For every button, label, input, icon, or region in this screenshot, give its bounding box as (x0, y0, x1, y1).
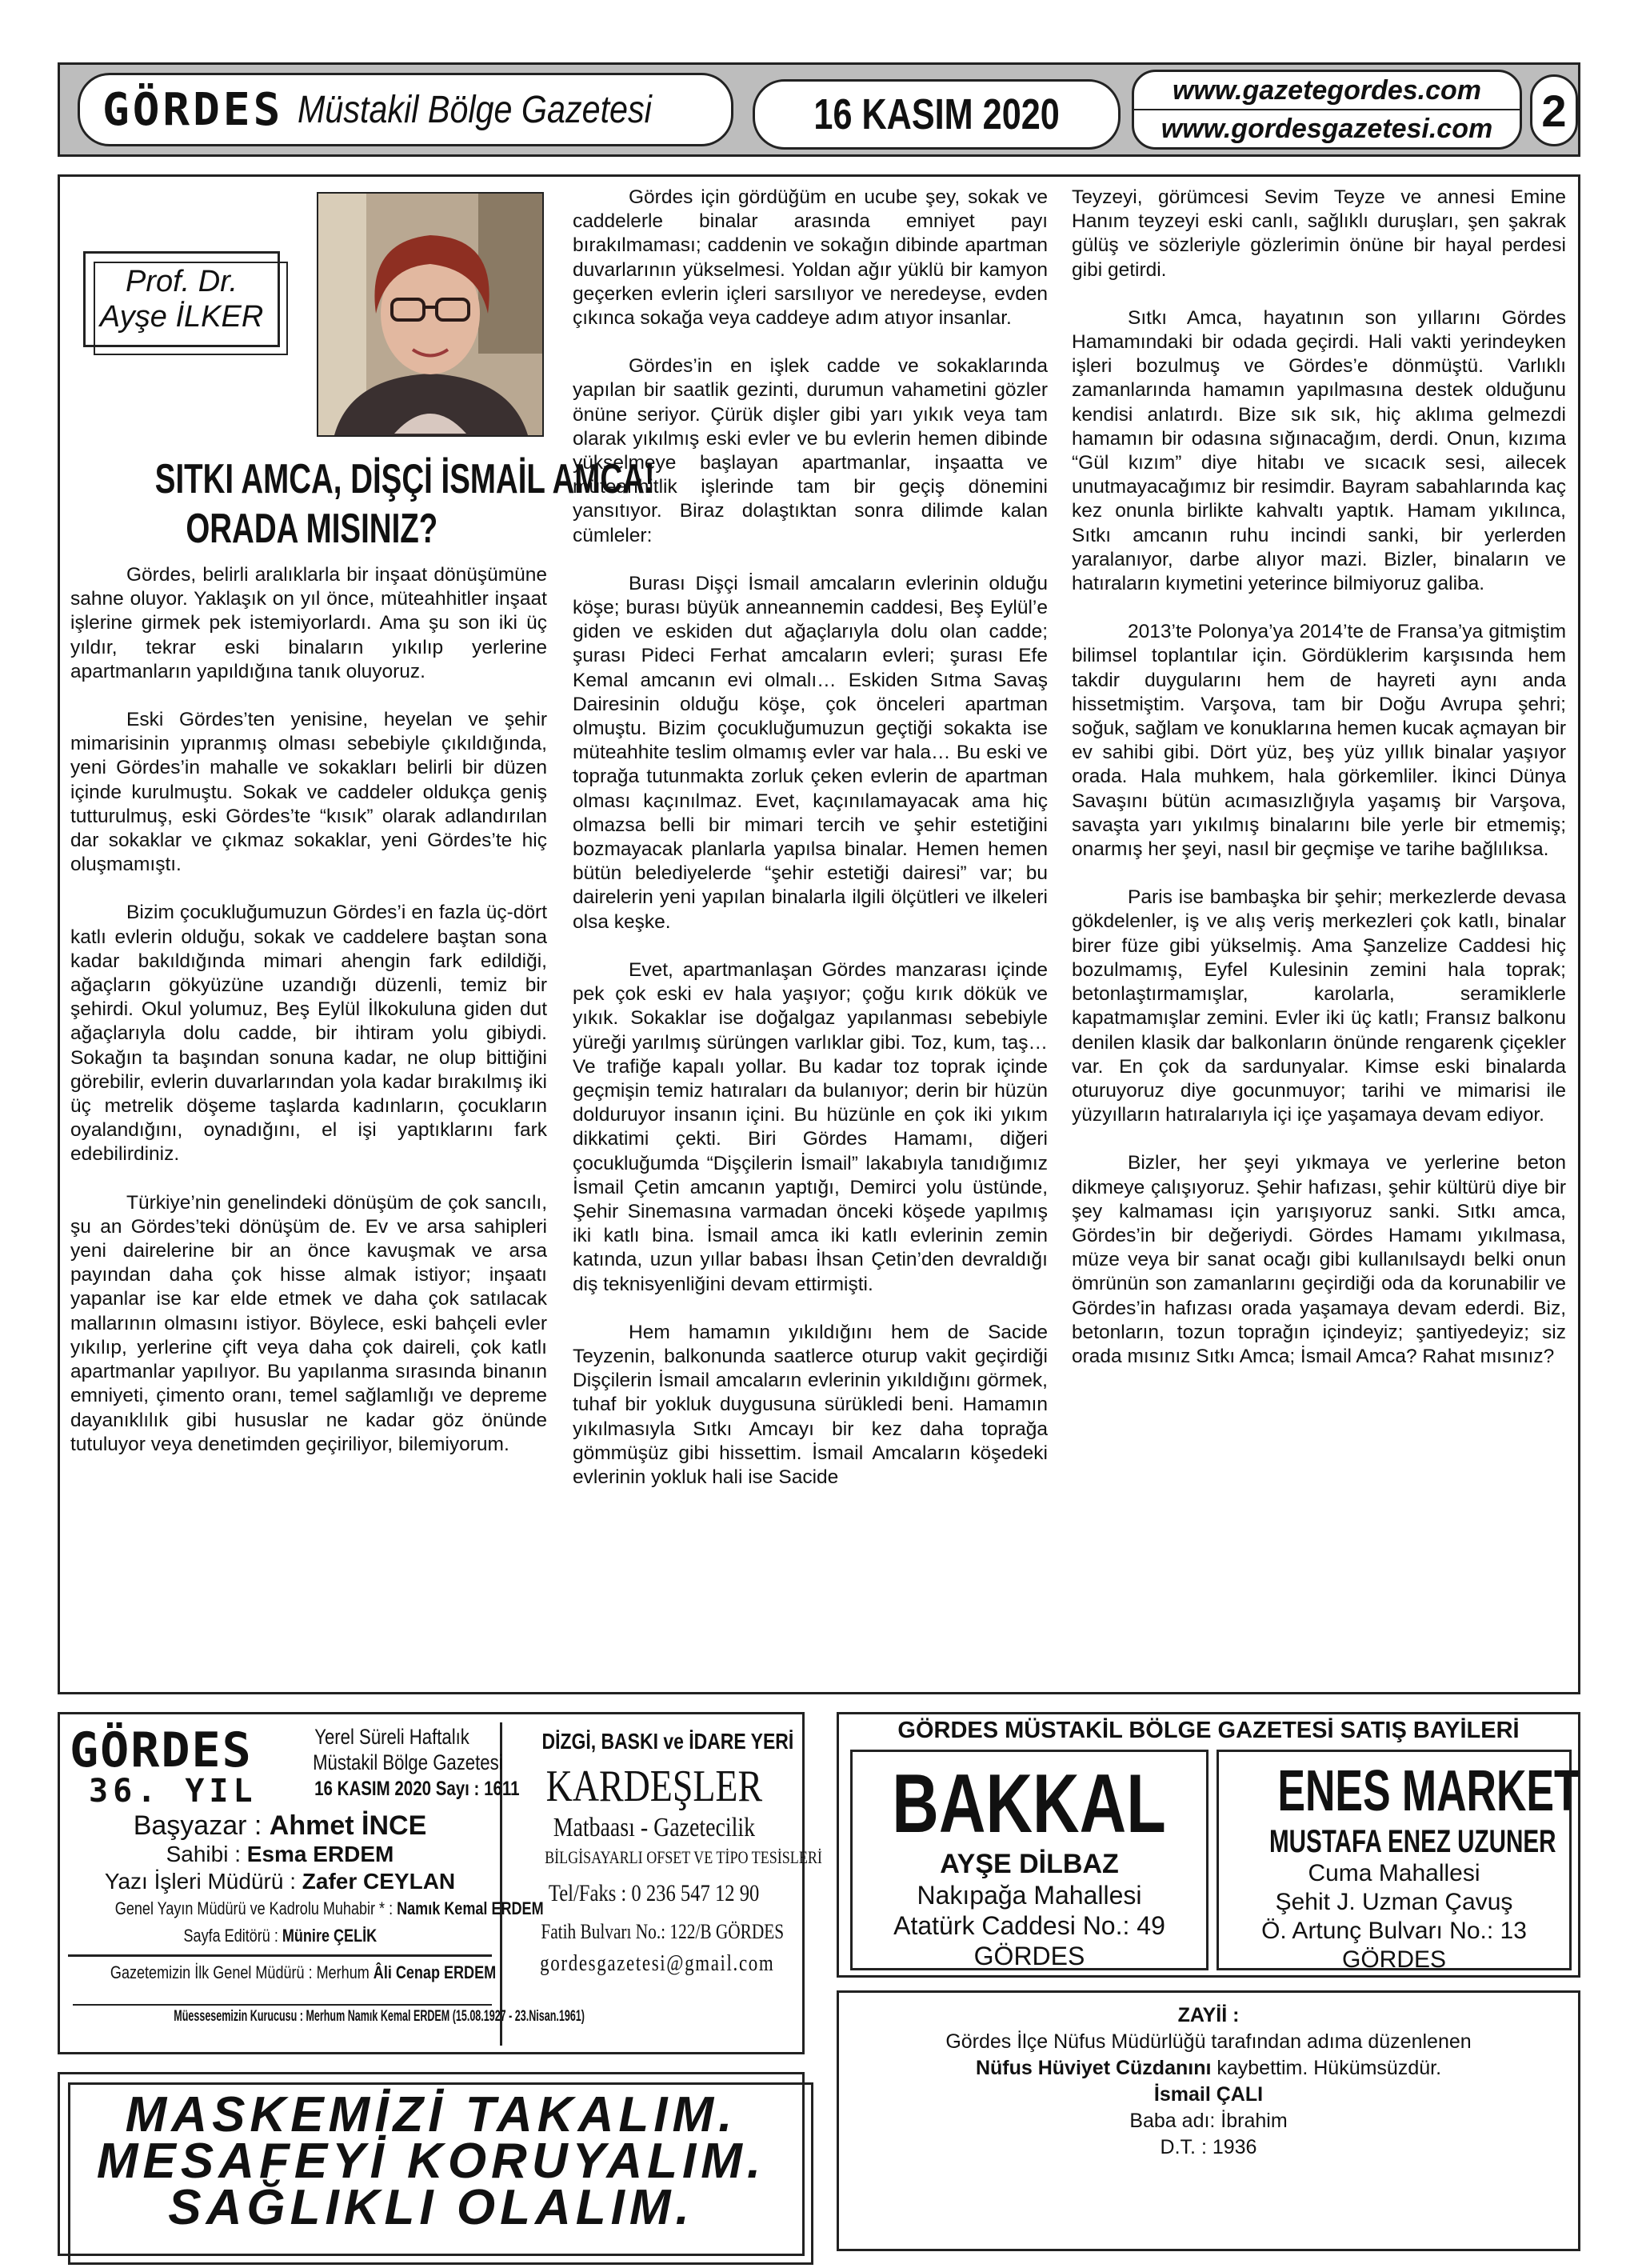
website-pill (1132, 70, 1522, 150)
article-column-3 (1072, 186, 1566, 1393)
author-portrait-image (318, 194, 542, 435)
paragraph: Teyzeyi, görümcesi Sevim Teyze ve annesi Emine Hanım teyzeyi eski canlı, sağlıklı duruşları, şen şakrak gülüş ve sözleriyle gözlerimin önüne bir hayal perdesi gibi getirdi. (1072, 186, 1566, 281)
printing-sub: Matbaası - Gazetecilik (553, 1813, 756, 1842)
first-gm-name: Âli Cenap ERDEM (373, 1962, 497, 1982)
printing-address: Fatih Bulvarı No.: 122/B GÖRDES (541, 1920, 785, 1943)
paragraph: Sıtkı Amca, hayatının son yıllarını Gördes Hamamındaki bir odada geçirdi. Hali vakti yerindeyken işleri bozulmuş ve Gördes’e dönmüştü. Varlıklı zamanlarında hamamın yapılmasına destek olduğunu kendisi anlatırdı. Bize sık sık, hiç aklıma gelmezdi hamamın bir odasına sığınacağım, derdi. Onun, kızıma “Gül kızım” diye hitabı ve sıcacık sesi, ailecek unutmayacağımız bir resimdir. Bayram sabahlarında kaç kez onunla birlikte kahvaltı yaptık. Hamam yıkılınca, Sıtkı amcanın ruhu incindi sanki, bir yerlerden yaralanıyor, darbe alıyor mazi. Bizler, binaların ve hatıraların kıymetini yeterince bilmiyoruz galiba. (1072, 306, 1566, 595)
imprint-founder (68, 2006, 585, 2028)
imprint-type (292, 1724, 520, 1802)
notice-line-2-rest: kaybettim. Hükümsüzdür. (1211, 2057, 1442, 2079)
article-column-2 (573, 186, 1048, 1514)
dealer-1-address-2: Atatürk Caddesi No.: 49 (893, 1911, 1165, 1940)
mask-line-1: MASKEMİZİ TAKALIM. (125, 2087, 737, 2142)
imprint-title: GÖRDES (70, 1722, 253, 1778)
printing-house (514, 1727, 822, 1980)
dealer-2-name: ENES MARKET (1277, 1759, 1580, 1823)
notice-title: ZAYİİ : (1177, 2004, 1240, 2026)
imprint-masthead (70, 1722, 294, 1810)
dealer-1-owner: AYŞE DİLBAZ (940, 1849, 1119, 1879)
editor-name: Ahmet İNCE (269, 1810, 427, 1841)
imprint-type-1: Yerel Süreli Haftalık (314, 1725, 469, 1749)
notice-line-2 (839, 2055, 1578, 2082)
paragraph: 2013’te Polonya’ya 2014’te de Fransa’ya gitmiştim bilimsel toplantılar için. Gördüklerim karşısında hem takdir duygularını hem de hayreti aynı anda hissetmiştim. Varşova, tam bir Doğu Avrupa şehri; soğuk, sağlam ve konuklarına hemen kucak açmayan bir ev sahibi gibi. Dört yüz, beş yüz yıllık binalar yaşıyor orada. Hala muhkem, hala görkemliler. İkinci Dünya Savaşını bütün acımasızlığıyla yaşamış bir Varşova, savaşta yarı yıkılmış binalarını bile yerle bir etmemiş; onarmış her şeyi, nasıl bir geçmişe ve tarihe bağlılıksa. (1072, 621, 1566, 861)
paragraph: Bizler, her şeyi yıkmaya ve yerlerine beton dikmeye çalışıyoruz. Şehir hafızası, şehir kültürü diye bir şey kalmaması için yarışıyoruz sanki. Sıtkı amca, Gördes’in bir değeriydi. Gördes Hamamı yıkılmasa, müze veya bir sanat ocağı gibi kullanılsaydı belki onun ömrünün son zamanlarını geçirdiği oda da korunabilir ve Gördes’in hafızası orada yaşamaya devam ederdi. Biz, betonların, tozun toprağın içindeyiz; şantiyedeyiz; siz orada mısınız Sıtkı Amca; İsmail Amca? Rahat mısınız? (1072, 1152, 1566, 1367)
owner-label: Sahibi : (166, 1842, 247, 1866)
masthead-title-pill (78, 73, 733, 146)
paragraph: Evet, apartmanlaşan Gördes manzarası içinde pek çok eski ev hala yaşıyor; çoğu kırık dökük ve yıkık. Sokaklar ise doğalgaz yapılanması sebebiyle yüreği yarılmış sürüngen varlıklar gibi. Toz, kum, taş… Ve trafiğe kapalı yollar. Bu kadar toz toprak içinde geçmişin temiz hatıraları da bulanıyor; derin bir hüzün dolduruyor insanın içini. Bu hüzünle en çok iki yıkım dikkatimi çekti. Biri Gördes Hamamı, diğeri çocukluğumda “Dişçilerin İsmail” lakabıyla tanıdığımız İsmail Çetin amcanın yaptığı, Demirci yolu üstünde, Şehir Sinemasına varmadan önceki köşede yapılmış iki katlı bina. İsmail amca iki katlı evlerinin zemin katında, uzun yıllar babası İhsan Çetin’den devraldığı diş teknisyenliğini devam ettirmişti. (573, 958, 1048, 1295)
website-link-2[interactable]: www.gordesgazetesi.com (1161, 114, 1493, 144)
page-editor-label: Sayfa Editörü : (183, 1926, 282, 1946)
dealer-1-city: GÖRDES (973, 1942, 1085, 1970)
dealer-card-2 (1217, 1750, 1580, 1973)
author-box (83, 251, 280, 347)
page-editor-name: Münire ÇELİK (282, 1926, 377, 1946)
notice-line-1: Gördes İlçe Nüfus Müdürlüğü tarafından adıma düzenlenen (945, 2030, 1472, 2053)
founder-text: Müessesemizin Kurucusu : Merhum Namık Kemal ERDEM (15.08.1927 - 23.Nisan.1961) (174, 2008, 585, 2025)
page-number: 2 (1541, 85, 1567, 136)
paragraph: Hem hamamın yıkıldığını hem de Sacide Teyzenin, balkonunda saatlerce oturup vakit geçirdiği Dişçilerin İsmail amcaların evlerinin yıkıldığını görmek, tuhaf bir yokluk duygusuna sürükledi beni. Hamamın yıkılmasıyla Sıtkı Amcayı bir kez daha toprağa gömmüşüz gibi hissettim. İsmail Amcaların köşedeki evlerinin yokluk hali ise Sacide (573, 1321, 1048, 1488)
editor-label: Başyazar : (133, 1810, 270, 1841)
printing-title: DİZGİ, BASKI ve İDARE YERİ (541, 1729, 794, 1754)
dealer-2-address-2: Şehit J. Uzman Çavuş (1275, 1889, 1513, 1915)
imprint-date-issue: 16 KASIM 2020 Sayı : 1611 (314, 1778, 520, 1800)
manager-label: Yazı İşleri Müdürü : (104, 1869, 302, 1894)
printing-desc: BİLGİSAYARLI OFSET VE TİPO TESİSLERİ (545, 1847, 822, 1867)
headline-line-2: ORADA MISINIZ? (186, 506, 438, 552)
printing-email[interactable]: gordesgazetesi@gmail.com (540, 1951, 775, 1976)
newspaper-subtitle: Müstakil Bölge Gazetesi (298, 88, 653, 131)
printing-phone: Tel/Faks : 0 236 547 12 90 (549, 1880, 760, 1906)
dealer-1-name: BAKKAL (892, 1758, 1167, 1850)
imprint-first-gm (68, 1961, 497, 1985)
notice-father: Baba adı: İbrahim (1129, 2110, 1288, 2132)
mask-message-box (58, 2072, 805, 2256)
article-column-1 (70, 563, 547, 1481)
headline-line-1: SITKI AMCA, DİŞÇİ İSMAİL AMCA! (154, 456, 655, 502)
lost-document-notice (837, 1990, 1580, 2251)
divider (68, 1954, 492, 1957)
manager-name: Zafer CEYLAN (302, 1869, 456, 1894)
imprint-type-2: Müstakil Bölge Gazetesi (313, 1750, 503, 1774)
website-link-1[interactable]: www.gazetegordes.com (1172, 75, 1482, 106)
mask-line-3: SAĞLIKLI OLALIM. (168, 2180, 694, 2235)
newspaper-title: GÖRDES (102, 83, 284, 136)
first-gm-label: Gazetemizin İlk Genel Müdürü : Merhum (110, 1962, 374, 1982)
author-title: Prof. Dr. (125, 265, 238, 298)
dealer-card-1 (850, 1750, 1209, 1970)
page-number-pill (1530, 74, 1578, 146)
paragraph: Bizim çocukluğumuzun Gördes’i en fazla üç-dört katlı evlerin olduğu, sokak ve caddelere baştan sona kadar bakıldığında mimari ahengin fark edildiği, ağaçların gökyüzüne uzandığı düzenli, temiz bir şehirdi. Okul yolumuz, Beş Eylül İlkokuluna giden dut ağaçlarıyla dolu cadde, bir ihtiram yolu gibiydi. Sokağın ta başından sonuna kadar, ne olup bittiğini görebilir, evlerin duvarlarından yola kadar bırakılmış iki üç metrelik döşeme taşlarda kadınların, çocukların oyalandığını, oynadığını, el işi yaptıklarını fark edebilirdiniz. (70, 902, 547, 1166)
notice-birth: D.T. : 1936 (1160, 2136, 1257, 2158)
paragraph: Gördes için gördüğüm en ucube şey, sokak ve caddelerle binalar arasında emniyet payı bırakılmaması; caddenin ve sokağın dibinde apartman duvarlarının yükselmesi. Yoldan ağır yüklü bir kamyon geçerken evlerin içleri sarsılıyor ve neredeyse, evden çıkınca sokağa veya caddeye adım atıyor insanlar. (573, 186, 1048, 330)
dealer-2-owner: MUSTAFA ENEZ UZUNER (1268, 1824, 1556, 1859)
issue-date: 16 KASIM 2020 (813, 90, 1060, 138)
paragraph: Paris ise bambaşka bir şehir; merkezlerde devasa gökdelenler, iş ve alış veriş merkezleri çok katlı, binalar birer füze gibi yükselmiş. Ama Şanzelize Caddesi hiç bozulmamış, Eyfel Kulesinin zemini hala toprak; betonlaştırmamışlar, karolarla, seramiklerle kapatmamışlar zemini. Evler iki üç katlı; Fransız balkonu denilen klasik dar balkonların önünde rengarenk çiçekler var. En çok da sardunyalar. Kimse eski binalarda oturuyoruz diye gocunmuyor; tarihi ve mimarisi ile yüzyılların hatıralarıyla içi içe yaşamaya devam ediyor. (1072, 886, 1566, 1126)
dealers-box (837, 1712, 1580, 1978)
imprint-staff (68, 1810, 544, 1950)
notice-name: İsmail ÇALI (1153, 2083, 1264, 2106)
paragraph: Türkiye’nin genelindeki dönüşüm de çok sancılı, şu an Gördes’teki dönüşüm de. Ev ve arsa sahipleri yeni dairelerine bir an önce kavuşmak ve arsa payından daha çok hisse almak istiyor; inşaatı yapanlar ise kar elde etmek ve daha çok satılacak mallarının olmasını istiyor. Böylece, eski bahçeli evler yıkılıp, yerlerine çift veya daha çok daireli, çok katlı apartmanlar yapılıyor. Bu yapılanma sırasında binanın emniyeti, çimento oranı, temel sağlamlığı ve depreme dayanıklılık gibi hususlar ne kadar göz önünde tutuluyor veya denetimden geçiriliyor, bilemiyorum. (70, 1191, 547, 1455)
masthead (58, 62, 1580, 157)
mask-line-2: MESAFEYİ KORUYALIM. (96, 2134, 766, 2189)
paragraph: Eski Gördes’ten yenisine, heyelan ve şehir mimarisinin yıpranmış olması sebebiyle çıkıldığında, yeni Gördes’in mahalle ve sokakları belirli bir düzen içinde kurulmuştu. Sokak ve caddeler oldukça geniş tutturulmuş, eski Gördes’te “kısık” olarak adlandırılan dar sokaklar ve çıkmaz sokaklar, yeni Gördes’te hiç oluşmamıştı. (70, 709, 547, 876)
article-headline (67, 454, 655, 554)
paragraph: Burası Dişçi İsmail amcaların evlerinin olduğu köşe; burası büyük anneannemin caddesi, Beş Eylül’e giden ve eskiden dut ağaçlarıyla dolu olan cadde; şurası Pideci Ferhat amcaların evleri; şurası Efe Kemal amcanın evi olmalı… Eskiden Sıtma Savaş Dairesinin olduğu köşe, çok önceleri apartman olmuştu. Bizim çocukluğumuzun geçtiği sokakta ise müteahhite teslim olmamış evler var hala… Bu eski ve toprağa tutunmakta zorluk çeken evlerin de apartman olması kaçınılmaz. Evet, kaçınılamayacak ama hiç olmazsa belli bir mimari tercih ve şehir estetiğini bozmayacak planlarla yapılsa binalar. Hemen hemen bütün belediyelerde “şehir estetiği dairesi” var; bu dairelerin yeni yapılan binalarla ilgili ölçütleri ve ilkeleri olsa keşke. (573, 572, 1048, 933)
imprint-year: 36. YIL (89, 1773, 258, 1810)
author-name: Ayşe İLKER (99, 300, 264, 334)
dealer-2-address-1: Cuma Mahallesi (1308, 1860, 1480, 1886)
dealer-1-address-1: Nakıpağa Mahallesi (917, 1881, 1142, 1910)
paragraph: Gördes’in en işlek cadde ve sokaklarında yapılan bir saatlik gezinti, durumun vahametini gözler önüne seriyor. Çürük dişler gibi yarı yıkık veya tam olarak yıkılmış eski evler ve bu evlerin hemen dibinde yükselmeye başlayan apartmanlar, inşaatta ve müteahhitlik işlerinde tam bir geçiş dönemini yansıtıyor. Biraz dolaştıktan sonra dilimde kalan cümleler: (573, 355, 1048, 546)
dealers-title: GÖRDES MÜSTAKİL BÖLGE GAZETESİ SATIŞ BAYİLERİ (897, 1718, 1520, 1743)
printing-name: KARDEŞLER (545, 1762, 763, 1811)
author-photo (317, 192, 544, 437)
issue-date-pill (753, 79, 1121, 150)
owner-name: Esma ERDEM (246, 1842, 394, 1866)
dealer-2-city: GÖRDES (1341, 1946, 1447, 1973)
paragraph: Gördes, belirli aralıklarla bir inşaat dönüşümüne sahne oluyor. Yaklaşık on yıl önce, müteahhitler inşaat işlerine girmek pek istemiyorlardı. Ama şu son iki üç yıldır, tekrar eski binaların yıkılıp yerlerine apartmanların yapıldığına tanık oluyoruz. (70, 564, 547, 682)
gym-label: Genel Yayın Müdürü ve Kadrolu Muhabir * : (114, 1898, 398, 1918)
notice-document: Nüfus Hüviyet Cüzdanını (975, 2057, 1212, 2079)
dealer-2-address-3: Ö. Artunç Bulvarı No.: 13 (1261, 1918, 1527, 1944)
gym-name: Namık Kemal ERDEM (397, 1898, 544, 1918)
imprint-box (58, 1712, 822, 2054)
